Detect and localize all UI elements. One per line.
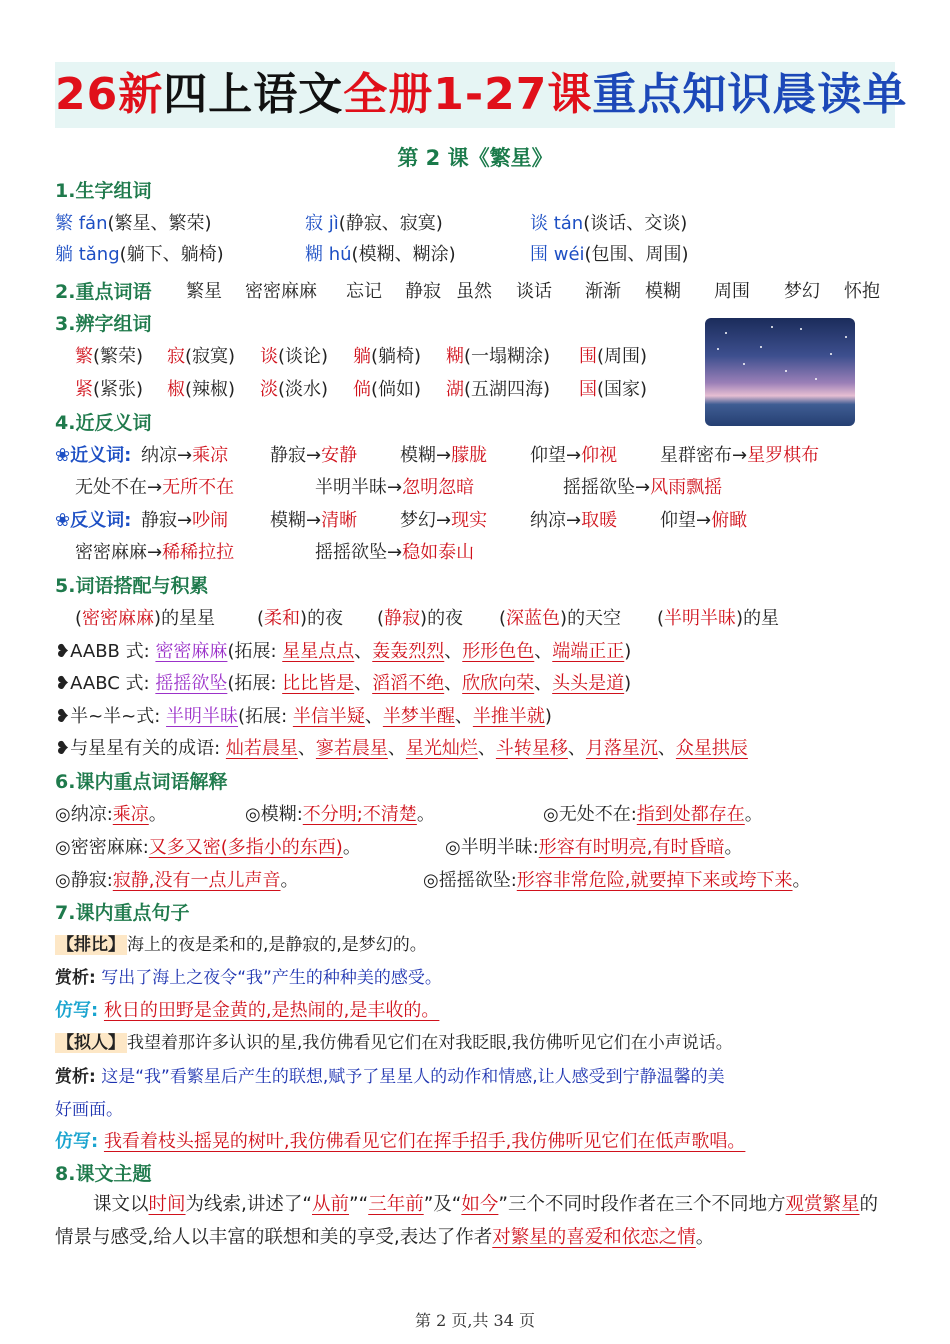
compare-item: 躺(躺椅) xyxy=(353,346,422,367)
antonym-pair: 密密麻麻→稀稀拉拉 xyxy=(75,542,235,563)
title-part-2: 四上语文 xyxy=(163,69,344,120)
synonym-label: ❀近义词: xyxy=(55,445,132,466)
imitation-2: 仿写: 我看着枝头摇晃的树叶,我仿佛看见它们在挥手招手,我仿佛听见它们在低声歌唱。 xyxy=(55,1131,746,1152)
section-heading-4: 4.近反义词 xyxy=(55,412,152,434)
key-word: 虽然 xyxy=(456,281,492,302)
definition: ◎模糊:不分明;不清楚。 xyxy=(245,804,435,825)
analysis-2: 赏析: 这是“我”看繁星后产生的联想,赋予了星星人的动作和情感,让人感受到宁静温馨的美 xyxy=(55,1067,725,1087)
aabb-row: ❥AABB 式: 密密麻麻(拓展: 星星点点、轰轰烈烈、形形色色、端端正正) xyxy=(55,641,632,662)
collocation: (密密麻麻)的星星 xyxy=(75,608,216,629)
key-word: 繁星 xyxy=(186,281,222,302)
synonym-pair: 仰望→仰视 xyxy=(530,445,618,466)
char-item: 繁 fán(繁星、繁荣) xyxy=(55,213,212,234)
char-item: 糊 hú(模糊、糊涂) xyxy=(305,244,456,265)
definition: ◎密密麻麻:又多又密(多指小的东西)。 xyxy=(55,837,361,858)
imitation-1: 仿写: 秋日的田野是金黄的,是热闹的,是丰收的。 xyxy=(55,1000,440,1021)
theme-paragraph: 课文以时间为线索,讲述了“从前”“三年前”及“如今”三个不同时段作者在三个不同地方观赏繁星的情景与感受,给人以丰富的联想和美的享受,表达了作者对繁星的喜爱和依恋之情。 xyxy=(55,1194,879,1248)
antonym-pair: 纳凉→取暖 xyxy=(530,510,618,531)
antonym-pair: 摇摇欲坠→稳如泰山 xyxy=(315,542,475,563)
antonym-pair: 仰望→俯瞰 xyxy=(660,510,748,531)
synonym-pair: 摇摇欲坠→风雨飘摇 xyxy=(563,477,723,498)
definition: ◎摇摇欲坠:形容非常危险,就要掉下来或垮下来。 xyxy=(423,870,811,891)
title-part-4: 重点知识晨读单 xyxy=(592,69,908,120)
starry-sky-illustration xyxy=(705,318,855,426)
compare-item: 淡(淡水) xyxy=(260,379,329,400)
title-part-1: 26新 xyxy=(55,69,164,120)
compare-item: 国(国家) xyxy=(579,379,648,400)
synonym-pair: 静寂→安静 xyxy=(270,445,358,466)
antonym-label: ❀反义词: xyxy=(55,510,132,531)
key-word: 密密麻麻 xyxy=(245,281,317,302)
compare-item: 紧(紧张) xyxy=(75,379,144,400)
aabc-row: ❥AABC 式: 摇摇欲坠(拓展: 比比皆是、滔滔不绝、欣欣向荣、头头是道) xyxy=(55,673,632,694)
key-word: 周围 xyxy=(714,281,750,302)
star-idiom-row: ❥与星星有关的成语: 灿若晨星、寥若晨星、星光灿烂、斗转星移、月落星沉、众星拱辰 xyxy=(55,738,748,759)
key-word: 模糊 xyxy=(645,281,681,302)
section-heading-5: 5.词语搭配与积累 xyxy=(55,575,209,597)
flower-icon: ❀ xyxy=(55,445,71,466)
lesson-title: 第 2 课《繁星》 xyxy=(397,146,553,170)
ban-row: ❥半~半~式: 半明半昧(拓展: 半信半疑、半梦半醒、半推半就) xyxy=(55,706,552,727)
compare-item: 谈(谈论) xyxy=(260,346,329,367)
compare-item: 寂(寂寞) xyxy=(167,346,236,367)
collocation: (深蓝色)的天空 xyxy=(499,608,622,629)
section-heading-2: 2.重点词语 xyxy=(55,281,152,303)
collocation: (静寂)的夜 xyxy=(377,608,464,629)
key-word: 静寂 xyxy=(405,281,441,302)
definition: ◎半明半昧:形容有时明亮,有时昏暗。 xyxy=(445,837,743,858)
section-heading-7: 7.课内重点句子 xyxy=(55,902,190,924)
collocation: (柔和)的夜 xyxy=(257,608,344,629)
definition: ◎纳凉:乘凉。 xyxy=(55,804,167,825)
section-heading-6: 6.课内重点词语解释 xyxy=(55,771,228,793)
page-footer: 第 2 页,共 34 页 xyxy=(415,1311,535,1330)
flower-icon: ❀ xyxy=(55,510,71,531)
char-item: 寂 jì(静寂、寂寞) xyxy=(305,213,443,234)
key-word: 渐渐 xyxy=(585,281,621,302)
synonym-pair: 半明半昧→忽明忽暗 xyxy=(315,477,475,498)
title-part-3: 全册1-27课 xyxy=(343,69,593,120)
synonym-pair: 无处不在→无所不在 xyxy=(75,477,235,498)
antonym-pair: 静寂→吵闹 xyxy=(141,510,229,531)
key-word: 怀抱 xyxy=(844,281,880,302)
key-words-row xyxy=(55,277,880,304)
char-item: 躺 tǎng(躺下、躺椅) xyxy=(55,244,224,265)
key-word: 梦幻 xyxy=(784,281,820,302)
section-heading-3: 3.辨字组词 xyxy=(55,313,152,335)
analysis-2-cont: 好画面。 xyxy=(55,1100,123,1120)
antonym-row-1 xyxy=(55,506,748,532)
definition: ◎无处不在:指到处都存在。 xyxy=(543,804,763,825)
sentence-2: 【拟人】 我望着那许多认识的星,我仿佛看见它们在对我眨眼,我仿佛听见它们在小声说话。 xyxy=(57,1033,733,1053)
compare-item: 湖(五湖四海) xyxy=(446,379,551,400)
synonym-pair: 纳凉→乘凉 xyxy=(141,445,229,466)
key-word: 忘记 xyxy=(346,281,382,302)
synonym-pair: 模糊→朦胧 xyxy=(400,445,488,466)
definition: ◎静寂:寂静,没有一点儿声音。 xyxy=(55,870,299,891)
compare-item: 繁(繁荣) xyxy=(75,346,144,367)
sentence-1: 【排比】 海上的夜是柔和的,是静寂的,是梦幻的。 xyxy=(57,935,427,955)
synonym-pair: 星群密布→星罗棋布 xyxy=(660,445,820,466)
char-item: 谈 tán(谈话、交谈) xyxy=(530,213,688,234)
compare-item: 倘(倘如) xyxy=(353,379,422,400)
compare-item: 围(周围) xyxy=(579,346,648,367)
title-banner xyxy=(55,62,908,128)
antonym-pair: 梦幻→现实 xyxy=(400,510,488,531)
collocation: (半明半昧)的星 xyxy=(657,608,780,629)
synonym-row-1 xyxy=(55,441,820,467)
section-heading-8: 8.课文主题 xyxy=(55,1163,152,1185)
char-item: 围 wéi(包围、周围) xyxy=(530,244,689,265)
antonym-pair: 模糊→清晰 xyxy=(270,510,358,531)
section-heading-1: 1.生字组词 xyxy=(55,180,152,202)
compare-item: 糊(一塌糊涂) xyxy=(446,346,551,367)
key-word: 谈话 xyxy=(516,281,552,302)
analysis-1: 赏析: 写出了海上之夜令“我”产生的种种美的感受。 xyxy=(55,968,442,988)
compare-item: 椒(辣椒) xyxy=(167,379,236,400)
